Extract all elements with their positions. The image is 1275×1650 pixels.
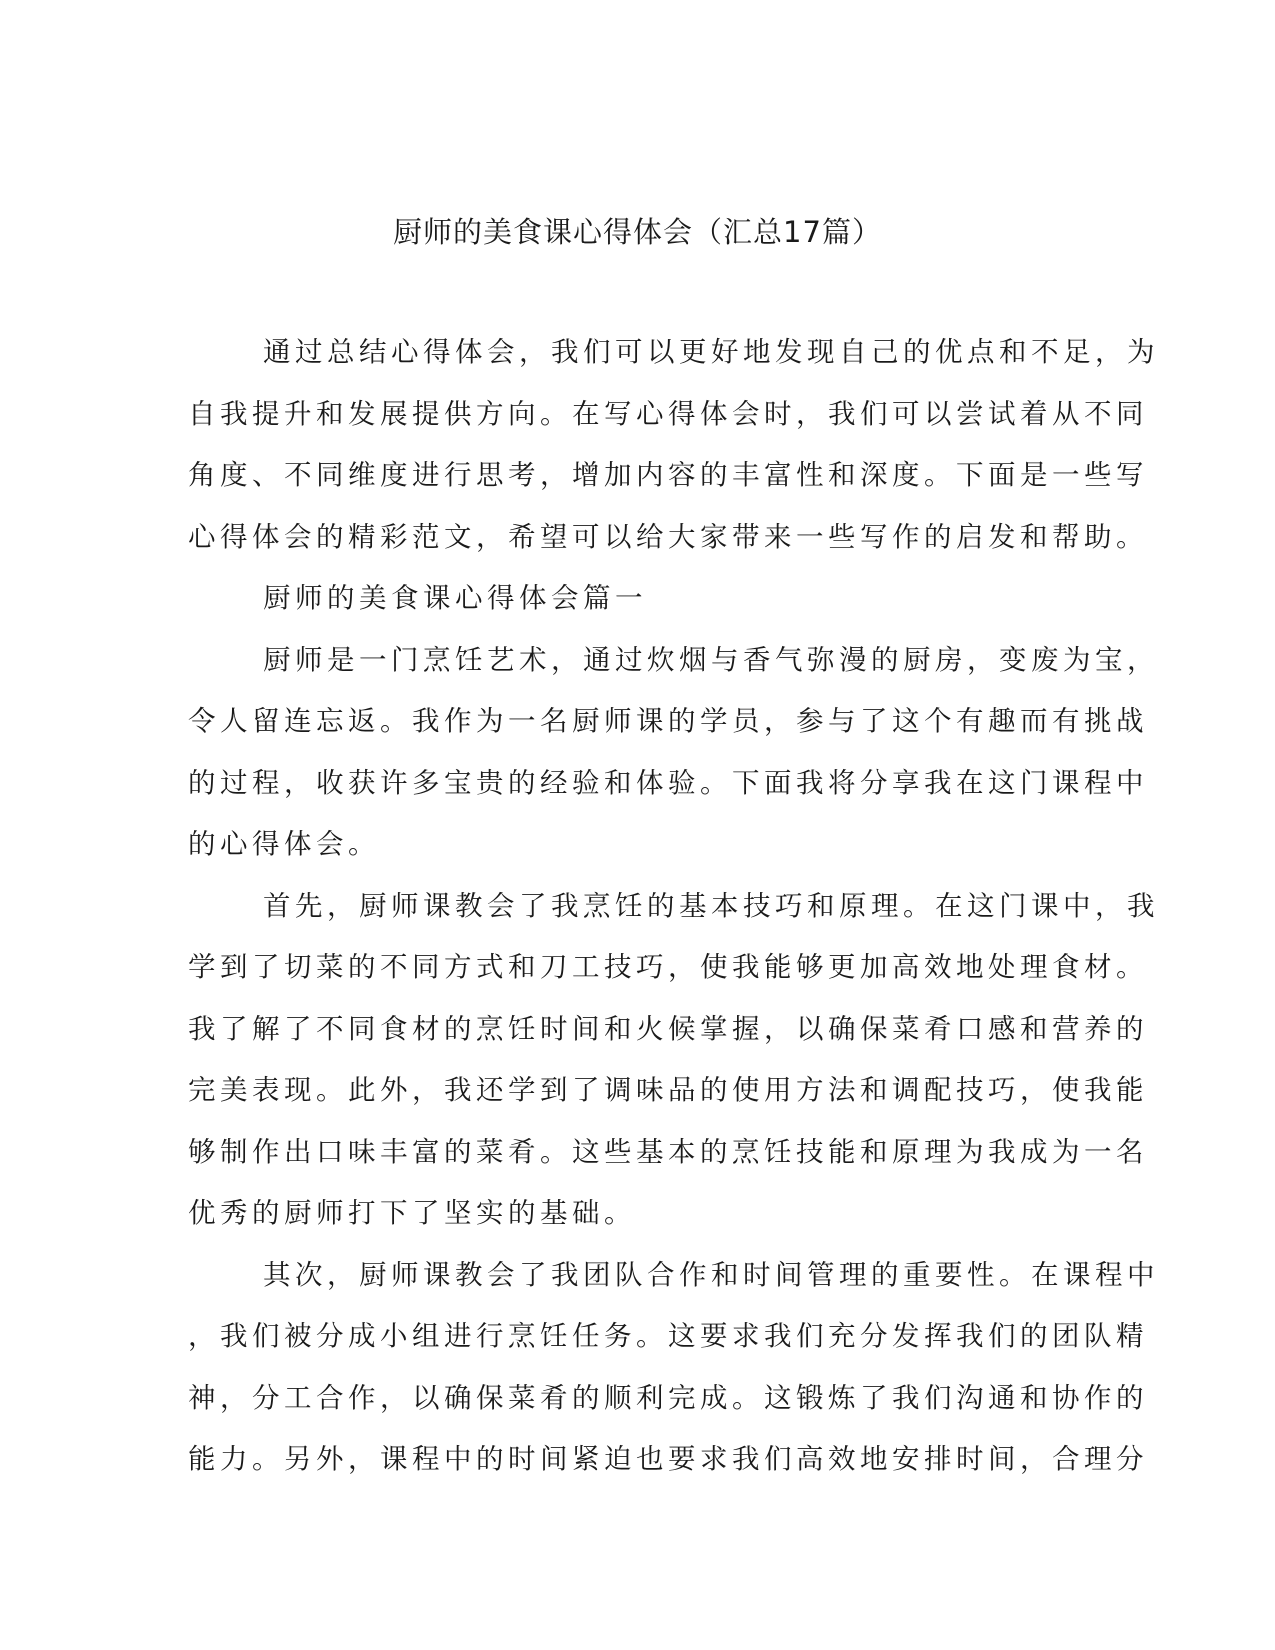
text-line: 完美表现。此外，我还学到了调味品的使用方法和调配技巧，使我能	[188, 1074, 1148, 1106]
text-line: 的过程，收获许多宝贵的经验和体验。下面我将分享我在这门课程中	[188, 766, 1148, 799]
text-line: 能力。另外，课程中的时间紧迫也要求我们高效地安排时间，合理分	[188, 1443, 1148, 1475]
text-line: 学到了切菜的不同方式和刀工技巧，使我能够更加高效地处理食材。	[188, 951, 1148, 983]
text-line: 神，分工合作，以确保菜肴的顺利完成。这锻炼了我们沟通和协作的	[188, 1381, 1148, 1414]
text-line: 厨师的美食课心得体会篇一	[263, 582, 647, 614]
text-line: 自我提升和发展提供方向。在写心得体会时，我们可以尝试着从不同	[188, 397, 1148, 430]
text-line: 心得体会的精彩范文，希望可以给大家带来一些写作的启发和帮助。	[188, 520, 1148, 553]
text-line: 其次，厨师课教会了我团队合作和时间管理的重要性。在课程中	[263, 1258, 1159, 1291]
text-line: 我了解了不同食材的烹饪时间和火候掌握，以确保菜肴口感和营养的	[188, 1012, 1148, 1045]
document-body	[188, 330, 1159, 1499]
text-line: 优秀的厨师打下了坚实的基础。	[188, 1197, 636, 1229]
document-title: 厨师的美食课心得体会（汇总17篇）	[393, 215, 882, 249]
text-line: 首先，厨师课教会了我烹饪的基本技巧和原理。在这门课中，我	[263, 889, 1159, 922]
text-line: 角度、不同维度进行思考，增加内容的丰富性和深度。下面是一些写	[188, 459, 1148, 491]
text-line: 够制作出口味丰富的菜肴。这些基本的烹饪技能和原理为我成为一名	[188, 1135, 1148, 1168]
text-line: ，我们被分成小组进行烹饪任务。这要求我们充分发挥我们的团队精	[188, 1320, 1148, 1352]
text-line: 令人留连忘返。我作为一名厨师课的学员，参与了这个有趣而有挑战	[188, 705, 1148, 737]
text-line: 厨师是一门烹饪艺术，通过炊烟与香气弥漫的厨房，变废为宝，	[263, 643, 1159, 676]
text-line: 的心得体会。	[188, 828, 380, 860]
text-line: 通过总结心得体会，我们可以更好地发现自己的优点和不足，为	[263, 336, 1159, 368]
